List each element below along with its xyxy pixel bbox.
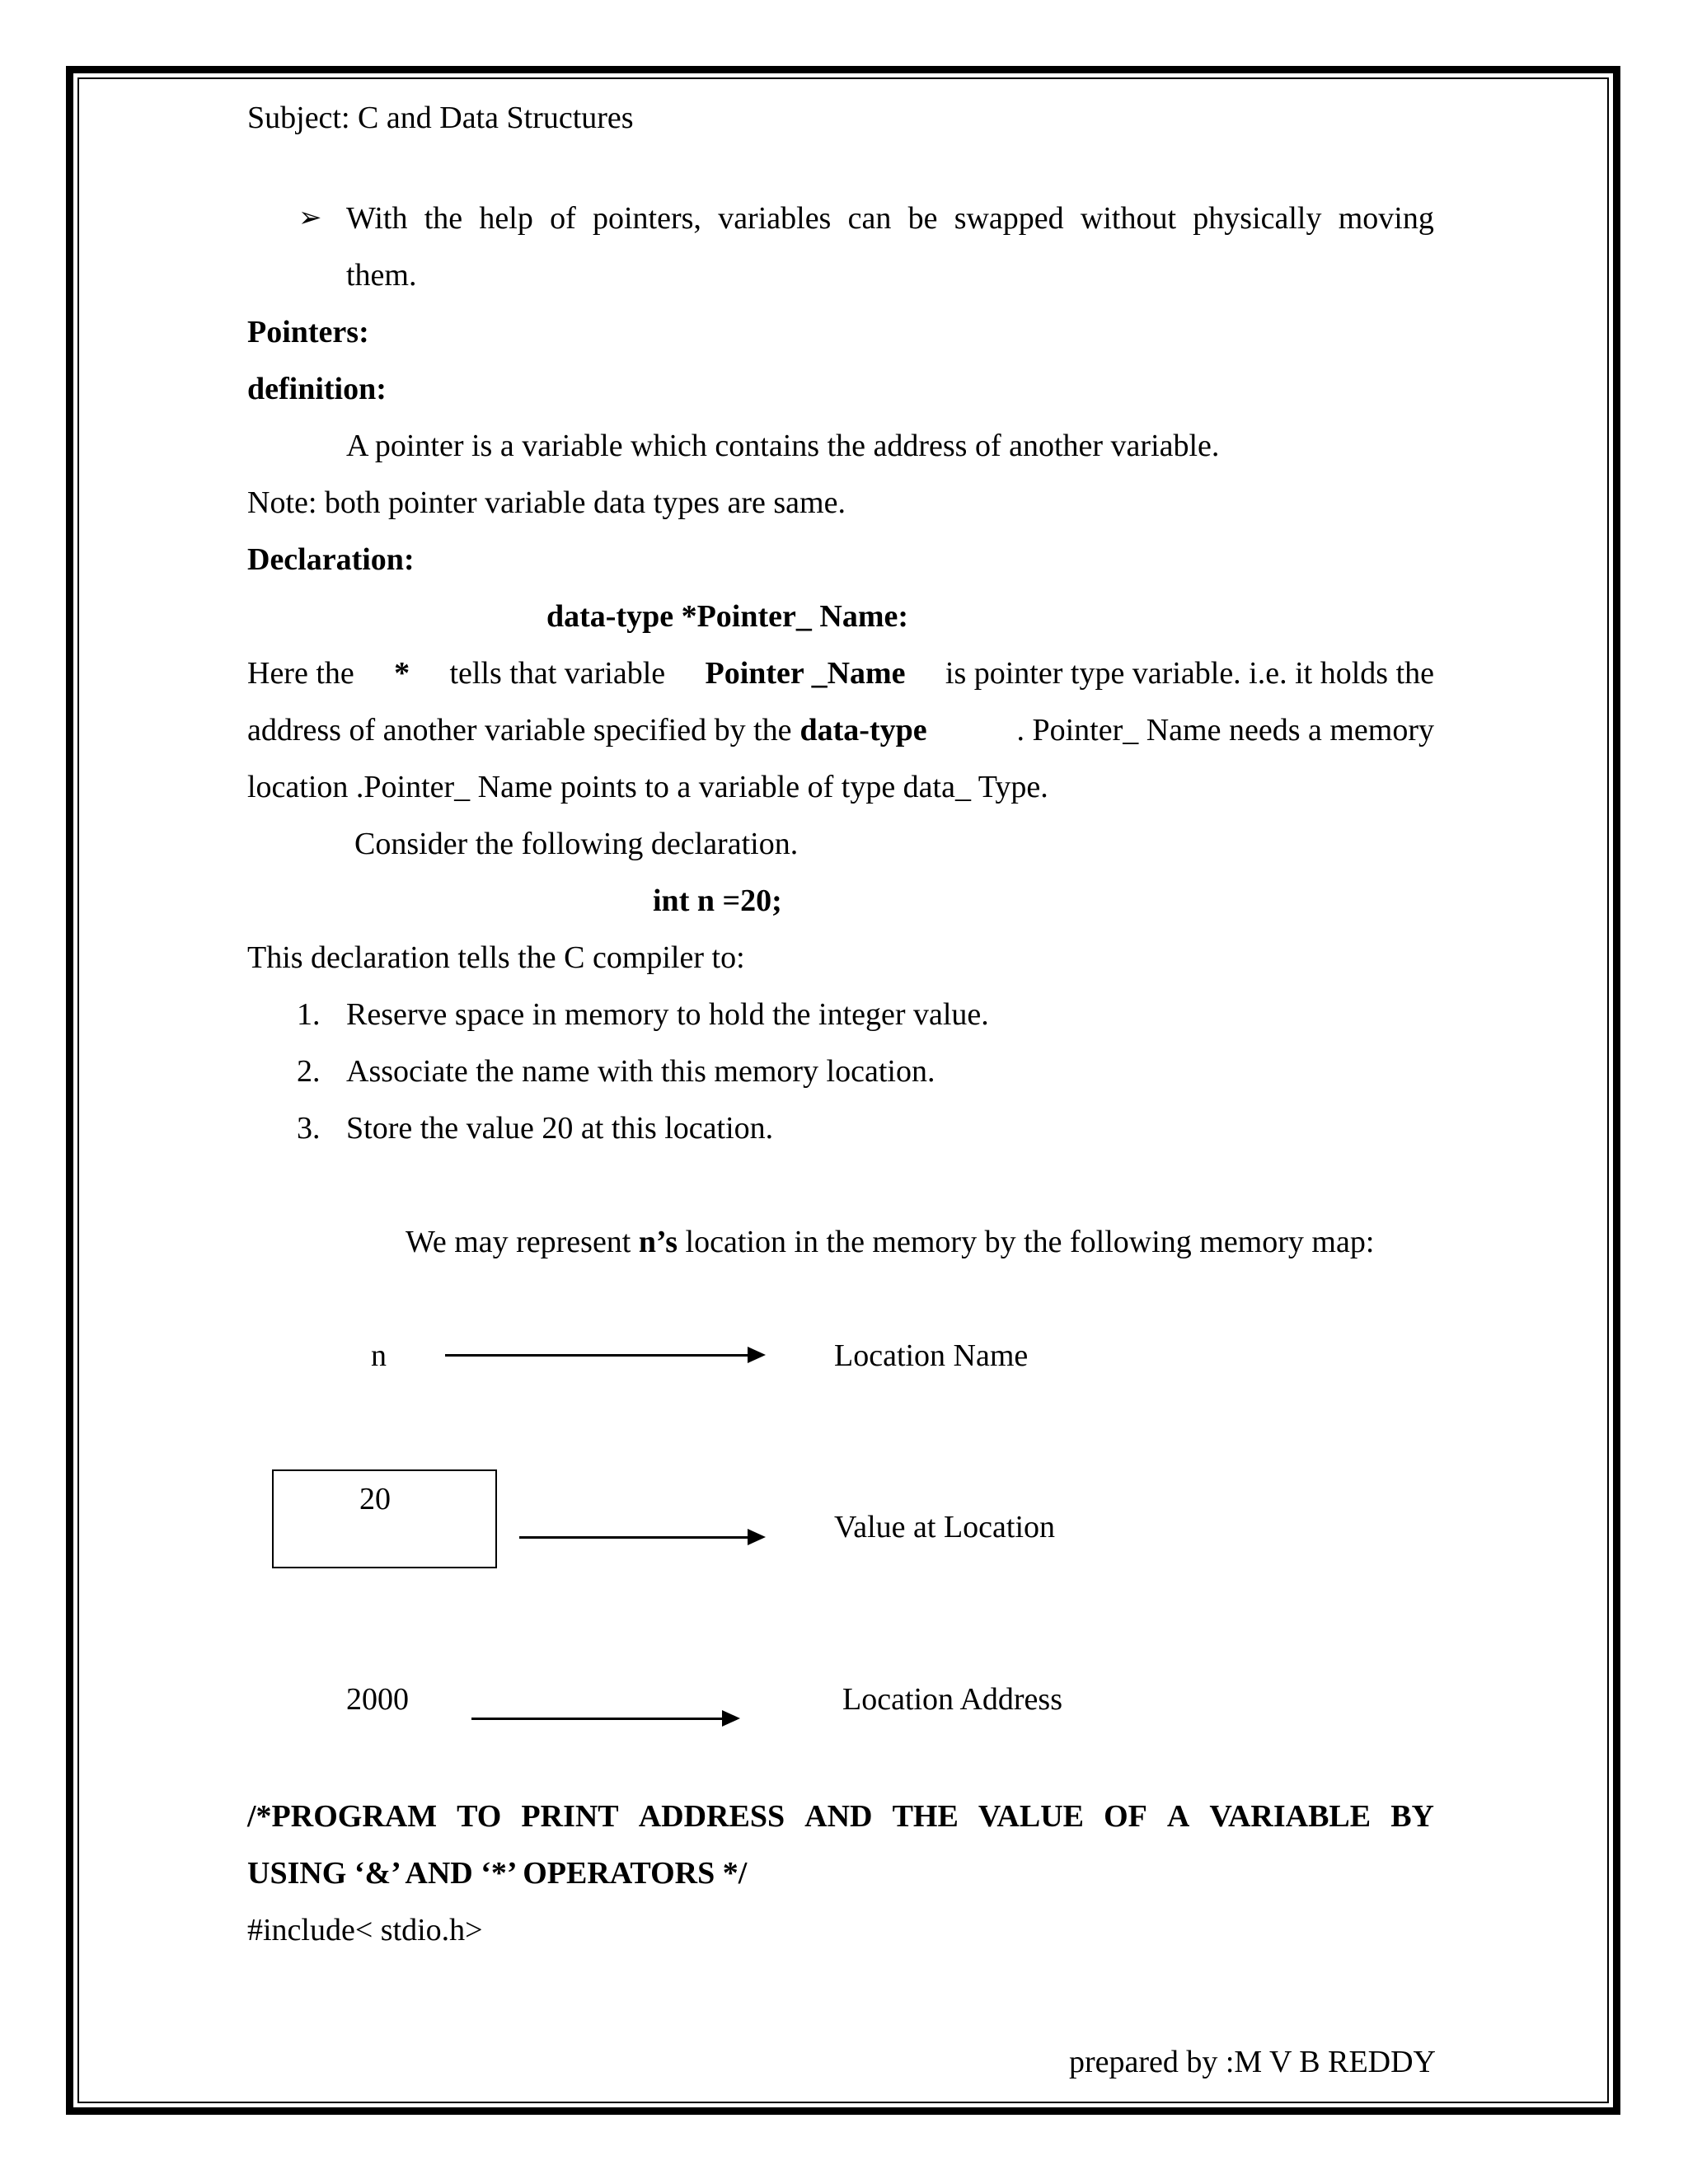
step-number: 1. (297, 997, 321, 1032)
explain-line2 (247, 715, 1434, 746)
code-declaration: int n =20; (653, 883, 782, 918)
word: PRINT (521, 1799, 619, 1834)
right-arrow-icon (445, 1354, 762, 1357)
word: OF (1104, 1799, 1147, 1834)
step-text: Store the value 20 at this location. (346, 1111, 774, 1146)
definition-text: A pointer is a variable which contains the address of another variable. (346, 429, 1220, 463)
right-arrow-icon (519, 1536, 762, 1539)
explain-text: Here the (247, 656, 354, 691)
explain-line3: location .Pointer_ Name points to a variable of type data_ Type. (247, 770, 1048, 804)
location-address-value: 2000 (346, 1682, 409, 1717)
word: be (907, 201, 938, 236)
word: AND (804, 1799, 873, 1834)
program-title-line2: USING ‘&’ AND ‘*’ OPERATORS */ (247, 1856, 748, 1891)
word: physically (1193, 201, 1322, 236)
compiler-text: This declaration tells the C compiler to: (247, 940, 745, 975)
explain-text: is pointer type variable. i.e. it holds the (945, 656, 1434, 691)
step-number: 3. (297, 1111, 321, 1146)
word: swapped (954, 201, 1064, 236)
word: With (346, 201, 408, 236)
word: VALUE (978, 1799, 1084, 1834)
word: BY (1390, 1799, 1434, 1834)
word: of (550, 201, 576, 236)
word: moving (1338, 201, 1434, 236)
memory-map-intro-text: location in the memory by the following memory map: (685, 1225, 1375, 1259)
step-text: Reserve space in memory to hold the integer value. (346, 997, 989, 1032)
explain-text: address of another variable specified by the (247, 713, 792, 748)
step-number: 2. (297, 1054, 321, 1089)
definition-heading: definition: (247, 372, 387, 406)
word: the (424, 201, 463, 236)
footer-author: prepared by :M V B REDDY (1068, 2045, 1436, 2079)
intro-bullet-line2: them. (346, 258, 417, 293)
consider-text: Consider the following declaration. (354, 827, 799, 861)
declaration-syntax: data-type *Pointer_ Name: (546, 599, 909, 634)
word: can (847, 201, 892, 236)
pointers-heading: Pointers: (247, 315, 369, 349)
word: TO (457, 1799, 502, 1834)
declaration-heading: Declaration: (247, 542, 415, 577)
location-name-label: Location Name (834, 1338, 1029, 1373)
word: /*PROGRAM (247, 1799, 438, 1834)
include-directive: #include< stdio.h> (247, 1913, 483, 1947)
intro-bullet-line1 (346, 203, 1434, 234)
location-name-value: n (371, 1338, 387, 1373)
note-text: Note: both pointer variable data types are same. (247, 485, 846, 520)
explain-text: . Pointer_ Name needs a memory (1016, 713, 1434, 748)
word: without (1080, 201, 1177, 236)
word: help (479, 201, 533, 236)
memory-cell-value: 20 (359, 1482, 391, 1516)
word: ADDRESS (638, 1799, 785, 1834)
right-arrow-icon (471, 1718, 737, 1720)
asterisk-symbol: * (394, 656, 410, 691)
data-type-term: data-type (799, 713, 927, 748)
subject-header: Subject: C and Data Structures (247, 101, 634, 135)
pointer-name-term: Pointer _Name (705, 656, 906, 691)
step-text: Associate the name with this memory location. (346, 1054, 935, 1089)
explain-group (792, 715, 1434, 746)
memory-map-intro-text: We may represent (406, 1225, 631, 1259)
variable-n-term: n’s (638, 1225, 678, 1259)
explain-text: tells that variable (449, 656, 666, 691)
memory-map-intro (406, 1226, 1374, 1258)
program-title-line1 (247, 1801, 1434, 1832)
word: A (1166, 1799, 1190, 1834)
location-address-label: Location Address (842, 1682, 1063, 1717)
value-at-location-label: Value at Location (834, 1510, 1056, 1544)
word: VARIABLE (1209, 1799, 1372, 1834)
arrow-bullet-icon: ➢ (298, 203, 322, 233)
word: variables (718, 201, 832, 236)
word: pointers, (593, 201, 701, 236)
explain-line1 (247, 658, 1434, 689)
word: THE (892, 1799, 959, 1834)
